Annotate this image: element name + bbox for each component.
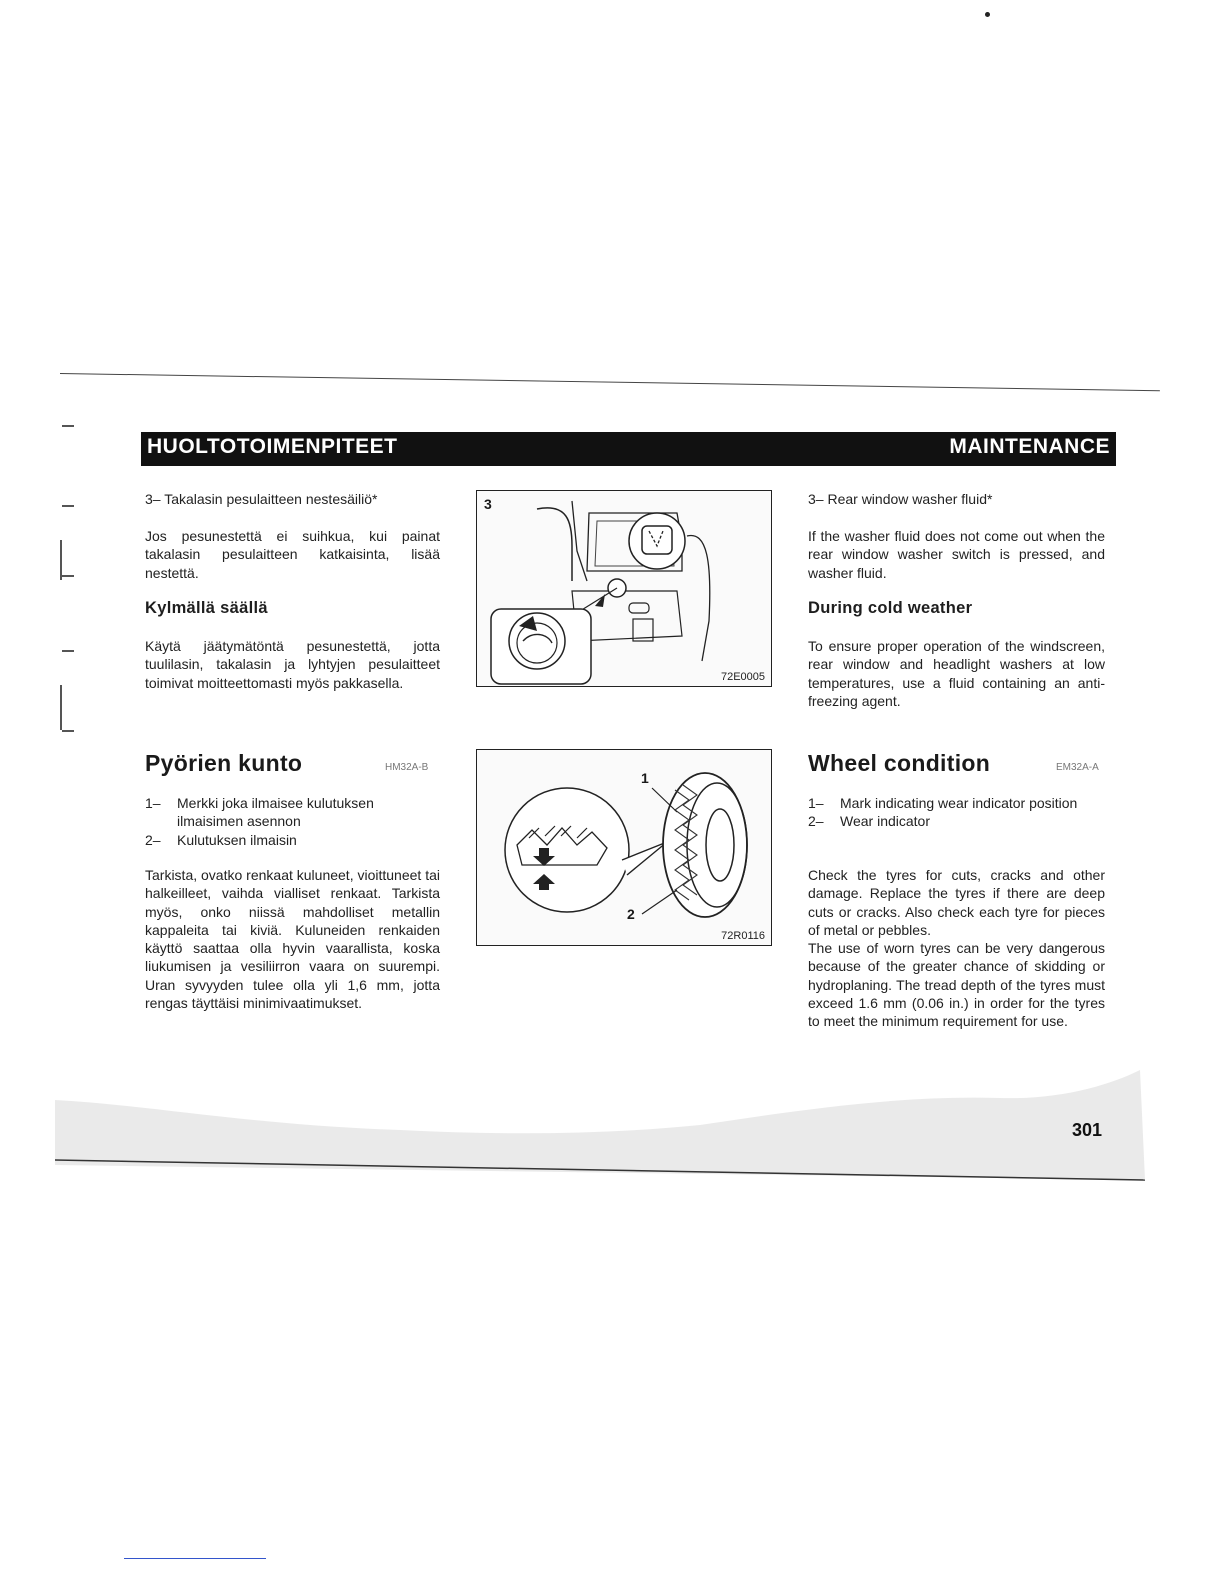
- callout-label-1: 1: [641, 770, 649, 786]
- callout-label-2: 2: [627, 906, 635, 922]
- fi-item3-title: 3– Takalasin pesulaitteen nestesäiliö*: [145, 491, 378, 507]
- en-cold-heading: During cold weather: [808, 599, 973, 617]
- en-cold-body: To ensure proper operation of the windscreen, rear window and headlight washers at low temperatures, use a fluid containing an anti-freezing agent.: [808, 638, 1105, 709]
- list-item: 1– Merkki joka ilmaisee kulutuksen ilmaisimen asennon: [145, 795, 374, 830]
- fi-wheel-heading: Pyörien kunto: [145, 750, 303, 776]
- fi-cold-body: Käytä jäätymätöntä pesunestettä, jotta tuulilasin, takalasin ja lyhtyjen pesulaitteet toimivat moitteettomasti myös pakkasella.: [145, 638, 440, 691]
- fi-wheel-body: Tarkista, ovatko renkaat kuluneet, vioittuneet tai halkeilleet, vaihda vialliset renkaat. Tarkista myös, onko niissä mahdolliset metallin kappaleita tai kiviä. Kuluneiden renkaiden käyttö saattaa olla hyvin vaarallista, koska liukumisen ja vesiliirron vaara on suurempi. Uran syvyyden tulee olla yli 1,6 mm, jotta rengas täyttäisi minimivaatimukset.: [145, 867, 440, 1012]
- list-item: 2– Kulutuksen ilmaisin: [145, 831, 297, 848]
- figure-caption: 72E0005: [720, 671, 765, 683]
- fi-item3-body: Jos pesunestettä ei suihkua, kui painat takalasin pesulaitteen katkaisinta, lisää nestettä.: [145, 528, 440, 581]
- en-wheel-heading: Wheel condition: [808, 750, 991, 776]
- figure-caption: 72R0116: [721, 930, 765, 942]
- banner-title-finnish: HUOLTOTOIMENPITEET: [147, 435, 398, 458]
- page-number: 301: [1072, 1120, 1103, 1140]
- en-wheel-body-2: The use of worn tyres can be very dangerous because of the greater chance of skidding or hydroplaning. The tread depth of the tyres must exceed 1.6 mm (0.06 in.) in order for the tyres to meet the minimum requirement for use.: [808, 940, 1105, 1030]
- figure-number: 3: [484, 496, 492, 512]
- en-wheel-code: EM32A-A: [1056, 762, 1099, 773]
- en-wheel-body-1: Check the tyres for cuts, cracks and other damage. Replace the tyres if there are deep cuts or cracks. Also check each tyre for pieces of metal or pebbles.: [808, 867, 1105, 938]
- en-item3-title: 3– Rear window washer fluid*: [808, 491, 993, 507]
- banner-title-english: MAINTENANCE: [949, 435, 1110, 458]
- fi-cold-heading: Kylmällä säällä: [145, 599, 268, 617]
- list-item: 1– Mark indicating wear indicator position: [808, 795, 1078, 811]
- en-item3-body: If the washer fluid does not come out when the rear window washer switch is pressed, and washer fluid.: [808, 528, 1105, 581]
- fi-wheel-code: HM32A-B: [385, 762, 429, 773]
- list-item: 2– Wear indicator: [808, 813, 931, 830]
- bottom-link-line: [124, 1558, 266, 1559]
